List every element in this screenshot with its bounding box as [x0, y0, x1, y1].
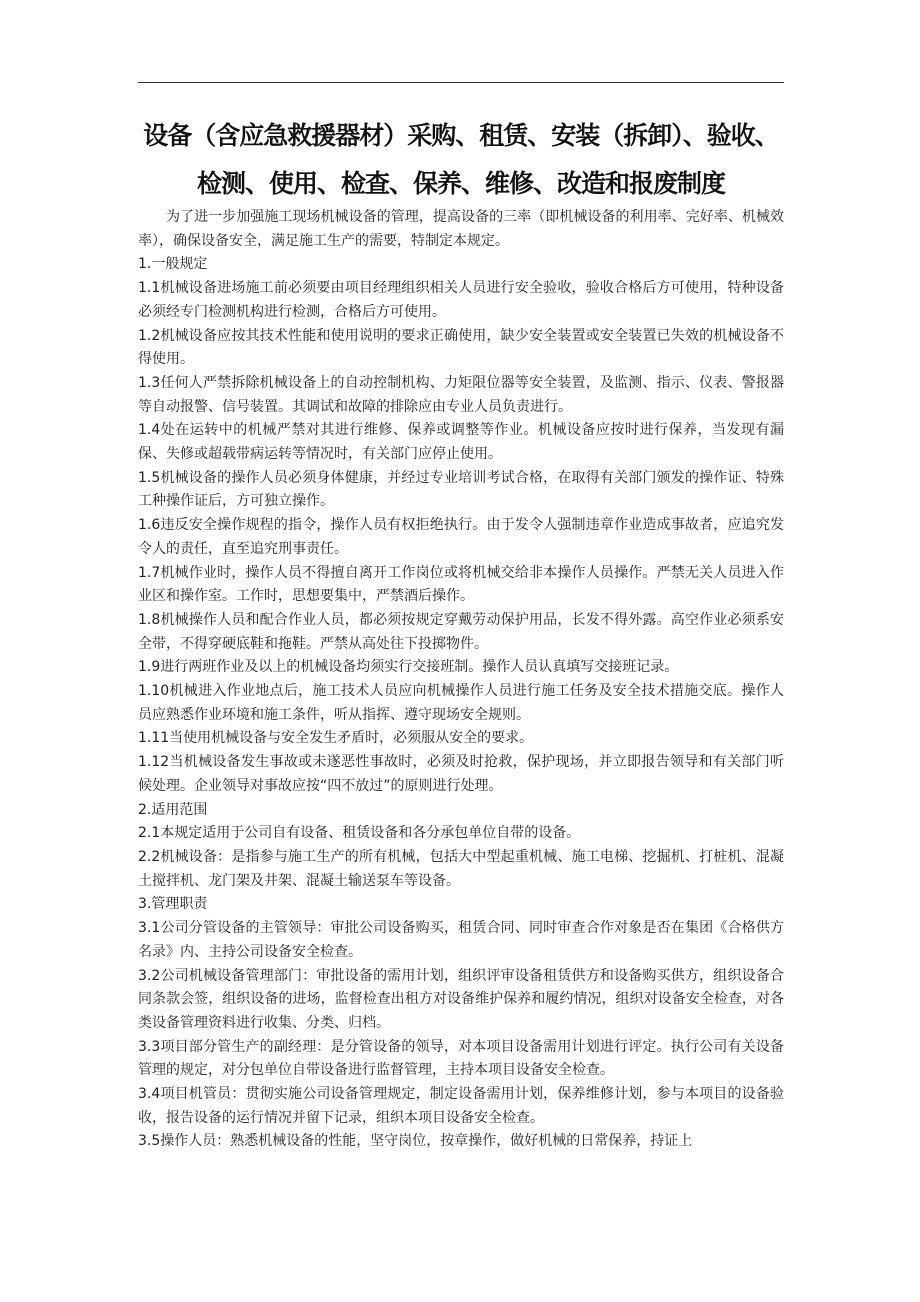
clause-1-5: 1.5机械设备的操作人员必须身体健康，并经过专业培训考试合格，在取得有关部门颁发的操作证、特殊工种操作证后，方可独立操作。	[138, 469, 784, 510]
clause-1-11: 1.11当使用机械设备与安全发生矛盾时，必须服从安全的要求。	[138, 730, 534, 747]
clause-1-3: 1.3任何人严禁拆除机械设备上的自动控制机构、力矩限位器等安全装置，及监测、指示、仪表、警报器等自动报警、信号装置。其调试和故障的排除应由专业人员负责进行。	[138, 374, 784, 415]
title-line-2: 检测、使用、检查、保养、维修、改造和报废制度	[196, 169, 725, 198]
clause-1-6: 1.6违反安全操作规程的指令，操作人员有权拒绝执行。由于发令人强制违章作业造成事故者，应追究发令人的责任，直至追究刑事责任。	[138, 517, 784, 557]
section-heading-duties: 3.管理职责	[138, 896, 208, 913]
clause-1-7: 1.7机械作业时，操作人员不得擅自离开工作岗位或将机械交给非本操作人员操作。严禁无关人员进入作业区和操作室。工作时，思想要集中，严禁酒后操作。	[138, 564, 784, 605]
clause-3-4: 3.4项目机管员：贯彻实施公司设备管理规定，制定设备需用计划，保养维修计划，参与本项目的设备验收，报告设备的运行情况并留下记录，组织本项目设备安全检查。	[138, 1086, 784, 1126]
header-rule	[138, 82, 784, 83]
clause-2-1: 2.1本规定适用于公司自有设备、租赁设备和各分承包单位自带的设备。	[138, 825, 581, 842]
section-heading-general: 1.一般规定	[138, 256, 208, 273]
document-title	[130, 112, 792, 208]
clause-1-12: 1.12当机械设备发生事故或未遂恶性事故时，必须及时抢救，保护现场，并立即报告领导和有关部门听候处理。企业领导对事故应按“四不放过”的原则进行处理。	[138, 754, 784, 794]
clause-2-2: 2.2机械设备：是指参与施工生产的所有机械，包括大中型起重机械、施工电梯、挖掘机、打桩机、混凝土搅拌机、龙门架及井架、混凝土输送泵车等设备。	[138, 848, 784, 889]
section-heading-scope: 2.适用范围	[138, 801, 208, 818]
title-line-1: 设备（含应急救援器材）采购、租赁、安装（拆卸）、验收、	[143, 121, 779, 150]
clause-1-4: 1.4处在运转中的机械严禁对其进行维修、保养或调整等作业。机械设备应按时进行保养，当发现有漏保、失修或超载带病运转等情况时，有关部门应停止使用。	[138, 422, 784, 463]
clause-1-10: 1.10机械进入作业地点后，施工技术人员应向机械操作人员进行施工任务及安全技术措施交底。操作人员应熟悉作业环境和施工条件，听从指挥、遵守现场安全规则。	[138, 683, 784, 723]
clause-1-9: 1.9进行两班作业及以上的机械设备均须实行交接班制。操作人员认真填写交接班记录。	[138, 659, 679, 676]
clause-3-2: 3.2公司机械设备管理部门：审批设备的需用计划，组织评审设备租赁供方和设备购买供方，组织设备合同条款会签，组织设备的进场，监督检查出租方对设备维护保养和履约情况，组织对设备安全检查，对各类设备管理资料进行收集、分类、归档。	[138, 967, 784, 1031]
clause-1-8: 1.8机械操作人员和配合作业人员，都必须按规定穿戴劳动保护用品，长发不得外露。高空作业必须系安全带，不得穿硬底鞋和拖鞋。严禁从高处往下投掷物件。	[138, 611, 784, 652]
intro-paragraph: 为了进一步加强施工现场机械设备的管理，提高设备的三率（即机械设备的利用率、完好率、机械效率），确保设备安全，满足施工生产的需要，特制定本规定。	[138, 209, 784, 249]
clause-1-2: 1.2机械设备应按其技术性能和使用说明的要求正确使用，缺少安全装置或安全装置已失效的机械设备不得使用。	[138, 327, 784, 368]
clause-3-1: 3.1公司分管设备的主管领导：审批公司设备购买，租赁合同、同时审查合作对象是否在集团《合格供方名录》内、主持公司设备安全检查。	[138, 920, 784, 960]
clause-3-5: 3.5操作人员：熟悉机械设备的性能，坚守岗位，按章操作，做好机械的日常保养，持证上	[138, 1133, 693, 1150]
clause-3-3: 3.3项目部分管生产的副经理：是分管设备的领导，对本项目设备需用计划进行评定。执行公司有关设备管理的规定，对分包单位自带设备进行监督管理，主持本项目设备安全检查。	[138, 1038, 784, 1079]
clause-1-1: 1.1机械设备进场施工前必须要由项目经理组织相关人员进行安全验收，验收合格后方可使用，特种设备必须经专门检测机构进行检测，合格后方可使用。	[138, 280, 784, 320]
document-body	[138, 206, 784, 1154]
